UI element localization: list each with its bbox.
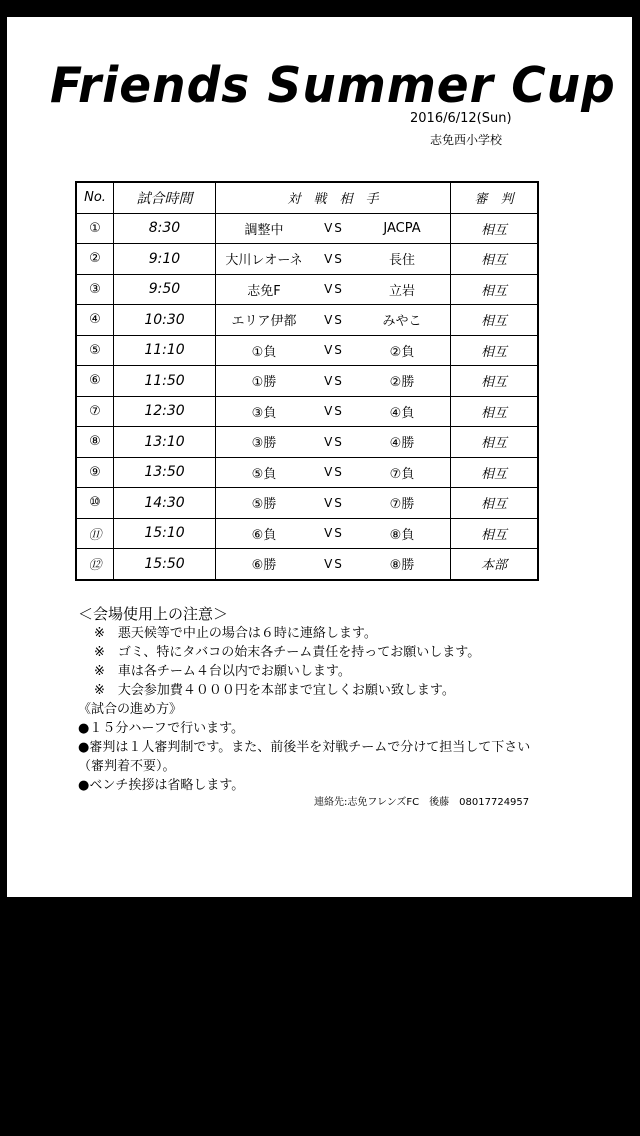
match-cell (216, 396, 451, 427)
table-row (76, 549, 538, 580)
match-time: 15:50 (114, 549, 216, 580)
match-number: ⑪ (76, 518, 114, 549)
match-time: 9:10 (114, 244, 216, 275)
match-cell (216, 274, 451, 305)
match-time: 13:10 (114, 427, 216, 458)
header-referee: 審 判 (451, 182, 539, 213)
team-a: ⑥負 (251, 527, 277, 543)
match-cell (216, 457, 451, 488)
match-time: 12:30 (114, 396, 216, 427)
table-row (76, 244, 538, 275)
table-row (76, 366, 538, 397)
table-row (76, 488, 538, 519)
vs-label: VS (324, 221, 344, 236)
match-cell (216, 488, 451, 519)
team-b: ⑦負 (389, 466, 415, 482)
match-cell (216, 213, 451, 244)
referee: 相互 (451, 305, 539, 336)
event-date: 2016/6/12(Sun) (410, 111, 512, 126)
contact-info: 連絡先:志免フレンズFC 後藤 08017724957 (314, 797, 530, 808)
header-time: 試合時間 (114, 182, 216, 213)
notes-item: ※ 大会参加費４０００円を本部まで宜しくお願い致します。 (94, 683, 455, 698)
team-b: ⑧勝 (389, 558, 415, 574)
table-row (76, 213, 538, 244)
match-cell (216, 244, 451, 275)
vs-label: VS (324, 465, 344, 480)
table-row (76, 518, 538, 549)
table-row (76, 427, 538, 458)
team-b: JACPA (383, 220, 421, 236)
referee: 相互 (451, 213, 539, 244)
referee: 本部 (451, 549, 539, 580)
match-time: 14:30 (114, 488, 216, 519)
match-number: ③ (76, 274, 114, 305)
notes-item: ※ 車は各チーム４台以内でお願いします。 (94, 664, 351, 679)
vs-label: VS (324, 495, 344, 510)
team-b: ④負 (389, 405, 415, 421)
referee: 相互 (451, 274, 539, 305)
notes-item: ※ ゴミ、特にタバコの始末各チーム責任を持ってお願いします。 (94, 645, 481, 660)
rules-item: ●１５分ハーフで行います。 (78, 721, 245, 736)
match-number: ⑤ (76, 335, 114, 366)
team-b: 立岩 (388, 283, 415, 299)
team-a: ③勝 (251, 436, 277, 452)
referee: 相互 (451, 518, 539, 549)
match-number: ⑦ (76, 396, 114, 427)
match-cell (216, 305, 451, 336)
team-a: ⑥勝 (251, 558, 277, 574)
vs-label: VS (324, 434, 344, 449)
vs-label: VS (324, 251, 344, 266)
match-time: 11:50 (114, 366, 216, 397)
vs-label: VS (324, 373, 344, 388)
table-row (76, 305, 538, 336)
rules-item: ●審判は１人審判制です。また、前後半を対戦チームで分けて担当して下さい（審判着不要）。 (78, 740, 531, 774)
page-title: Friends Summer Cup (50, 56, 616, 115)
team-b: ⑦勝 (389, 497, 415, 513)
schedule-table (75, 181, 539, 581)
match-cell (216, 335, 451, 366)
table-header-row (76, 182, 538, 213)
match-cell (216, 366, 451, 397)
vs-label: VS (324, 343, 344, 358)
vs-label: VS (324, 526, 344, 541)
team-b: 長住 (388, 253, 415, 269)
match-cell (216, 518, 451, 549)
table-row (76, 335, 538, 366)
vs-label: VS (324, 556, 344, 571)
notes-item: ※ 悪天候等で中止の場合は６時に連絡します。 (94, 626, 377, 641)
referee: 相互 (451, 335, 539, 366)
match-cell (216, 427, 451, 458)
match-time: 8:30 (114, 213, 216, 244)
match-cell (216, 549, 451, 580)
team-a: ⑤勝 (251, 497, 277, 513)
notes-section (78, 605, 548, 795)
header-no: No. (76, 182, 114, 213)
vs-label: VS (324, 282, 344, 297)
referee: 相互 (451, 244, 539, 275)
match-number: ⑩ (76, 488, 114, 519)
vs-label: VS (324, 312, 344, 327)
match-number: ⑨ (76, 457, 114, 488)
match-number: ⑥ (76, 366, 114, 397)
team-a: 大川レオーネ (225, 253, 303, 269)
match-time: 15:10 (114, 518, 216, 549)
table-row (76, 457, 538, 488)
match-number: ① (76, 213, 114, 244)
team-a: 志免F (247, 283, 281, 299)
team-a: エリア伊都 (231, 314, 297, 330)
match-number: ⑫ (76, 549, 114, 580)
team-b: ②負 (389, 344, 415, 360)
match-number: ④ (76, 305, 114, 336)
team-b: みやこ (382, 314, 422, 330)
vs-label: VS (324, 404, 344, 419)
match-number: ⑧ (76, 427, 114, 458)
team-a: ⑤負 (251, 466, 277, 482)
match-time: 9:50 (114, 274, 216, 305)
team-a: ①負 (251, 344, 277, 360)
team-b: ④勝 (389, 436, 415, 452)
rules-heading: 《試合の進め方》 (78, 702, 183, 717)
referee: 相互 (451, 427, 539, 458)
referee: 相互 (451, 396, 539, 427)
team-a: ③負 (251, 405, 277, 421)
event-venue: 志免西小学校 (430, 133, 503, 147)
table-row (76, 396, 538, 427)
team-a: ①勝 (251, 375, 277, 391)
match-time: 13:50 (114, 457, 216, 488)
match-time: 11:10 (114, 335, 216, 366)
match-time: 10:30 (114, 305, 216, 336)
match-number: ② (76, 244, 114, 275)
rules-item: ●ベンチ挨拶は省略します。 (78, 778, 245, 793)
schedule-rows (76, 213, 538, 580)
team-b: ②勝 (389, 375, 415, 391)
referee: 相互 (451, 366, 539, 397)
team-a: 調整中 (244, 222, 284, 238)
team-b: ⑧負 (389, 527, 415, 543)
notes-heading: ＜会場使用上の注意＞ (78, 605, 229, 623)
header-match: 対 戦 相 手 (216, 182, 451, 213)
referee: 相互 (451, 457, 539, 488)
table-row (76, 274, 538, 305)
referee: 相互 (451, 488, 539, 519)
